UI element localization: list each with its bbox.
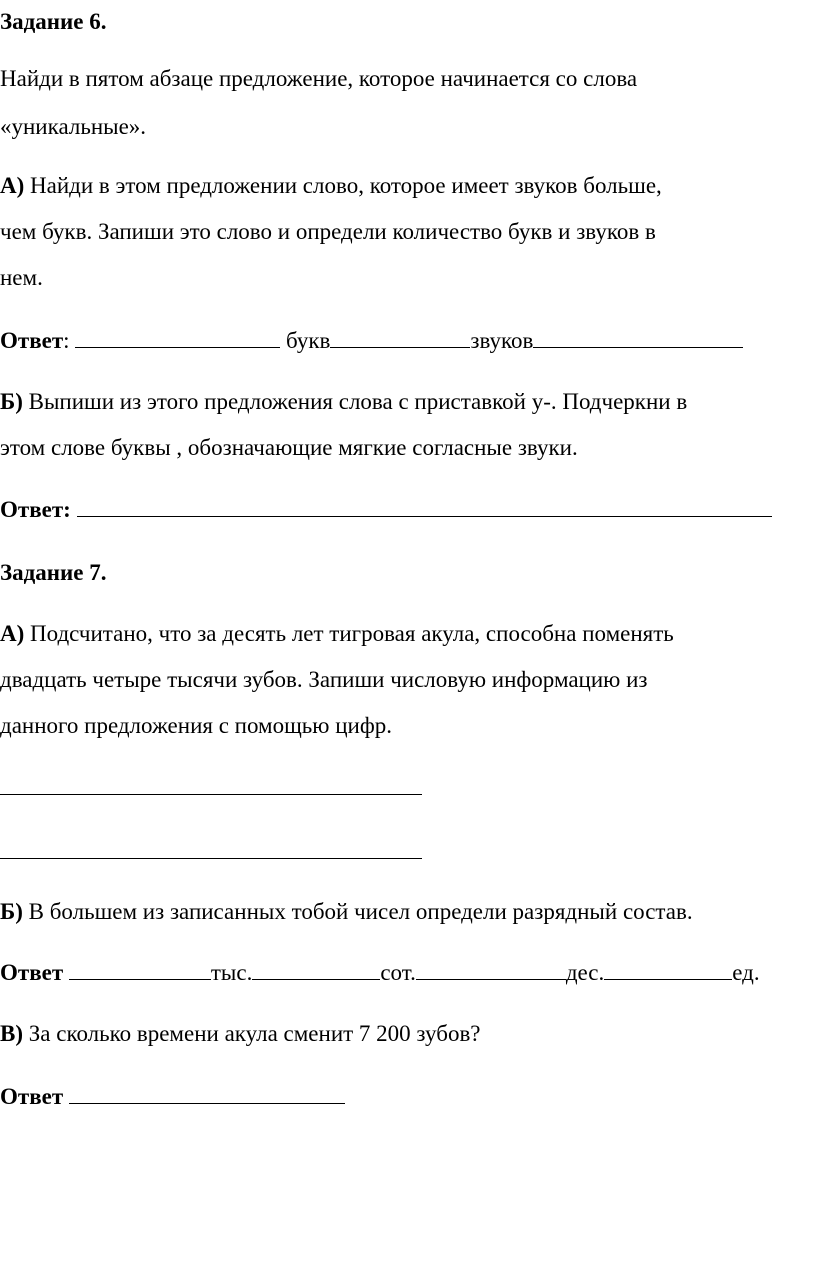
answer-blank-b[interactable] [77, 496, 772, 517]
units-label: ед. [732, 960, 760, 985]
answer-blank-thousands[interactable] [69, 959, 211, 980]
answer-blank-tens[interactable] [416, 959, 566, 980]
task7-title: Задание 7. [0, 560, 107, 585]
answer-line-2[interactable] [0, 858, 422, 859]
task6-a-line-1: А) Найди в этом предложении слово, которое имеет звуков больше, [0, 173, 662, 198]
answer-blank-word[interactable] [75, 327, 280, 348]
task6-title: Задание 6. [0, 9, 107, 34]
task7-answer-b [0, 959, 760, 987]
answer-label: Ответ [0, 960, 64, 985]
task7-a-line-3: данного предложения с помощью цифр. [0, 713, 392, 738]
answer-blank-c[interactable] [69, 1083, 345, 1104]
task7-a-line-2: двадцать четыре тысячи зубов. Запиши числовую информацию из [0, 667, 648, 692]
task6-b-marker: Б) [0, 389, 23, 414]
task6-answer-a: Ответ: букв звуков [0, 327, 743, 355]
task6-a-line-2: чем букв. Запиши это слово и определи количество букв и звуков в [0, 219, 656, 244]
task7-a-marker: А) [0, 621, 25, 646]
answer-blank-hundreds[interactable] [252, 959, 380, 980]
task6-answer-b [0, 496, 772, 524]
task6-b-line-2: этом слове буквы , обозначающие мягкие согласные звуки. [0, 435, 578, 460]
tens-label: дес. [565, 960, 605, 985]
letters-label: букв [286, 328, 331, 353]
task6-b-line-1: Б) Выпиши из этого предложения слова с приставкой у-. Подчеркни в [0, 389, 688, 414]
task7-b: Б) В большем из записанных тобой чисел определи разрядный состав. [0, 899, 693, 924]
answer-blank-letters[interactable] [330, 327, 470, 348]
answer-label: Ответ: [0, 497, 71, 522]
task6-intro-line-1: Найди в пятом абзаце предложение, которое начинается со слова [0, 66, 638, 91]
task7-b-marker: Б) [0, 899, 23, 924]
answer-blank-units[interactable] [604, 959, 732, 980]
answer-label: Ответ [0, 328, 64, 353]
task6-a-marker: А) [0, 173, 25, 198]
task7-a-line-1: А) Подсчитано, что за десять лет тигровая акула, способна поменять [0, 621, 674, 646]
sounds-label: звуков [470, 328, 534, 353]
task7-answer-c [0, 1083, 345, 1111]
task6-a-line-3: нем. [0, 265, 43, 290]
hundreds-label: сот. [380, 960, 416, 985]
answer-label: Ответ [0, 1084, 64, 1109]
answer-line-1[interactable] [0, 794, 422, 795]
task7-c-marker: В) [0, 1021, 23, 1046]
task7-c: В) За сколько времени акула сменит 7 200 зубов? [0, 1021, 481, 1046]
answer-blank-sounds[interactable] [533, 327, 743, 348]
thousands-label: тыс. [210, 960, 253, 985]
task6-intro-line-2: «уникальные». [0, 114, 147, 139]
